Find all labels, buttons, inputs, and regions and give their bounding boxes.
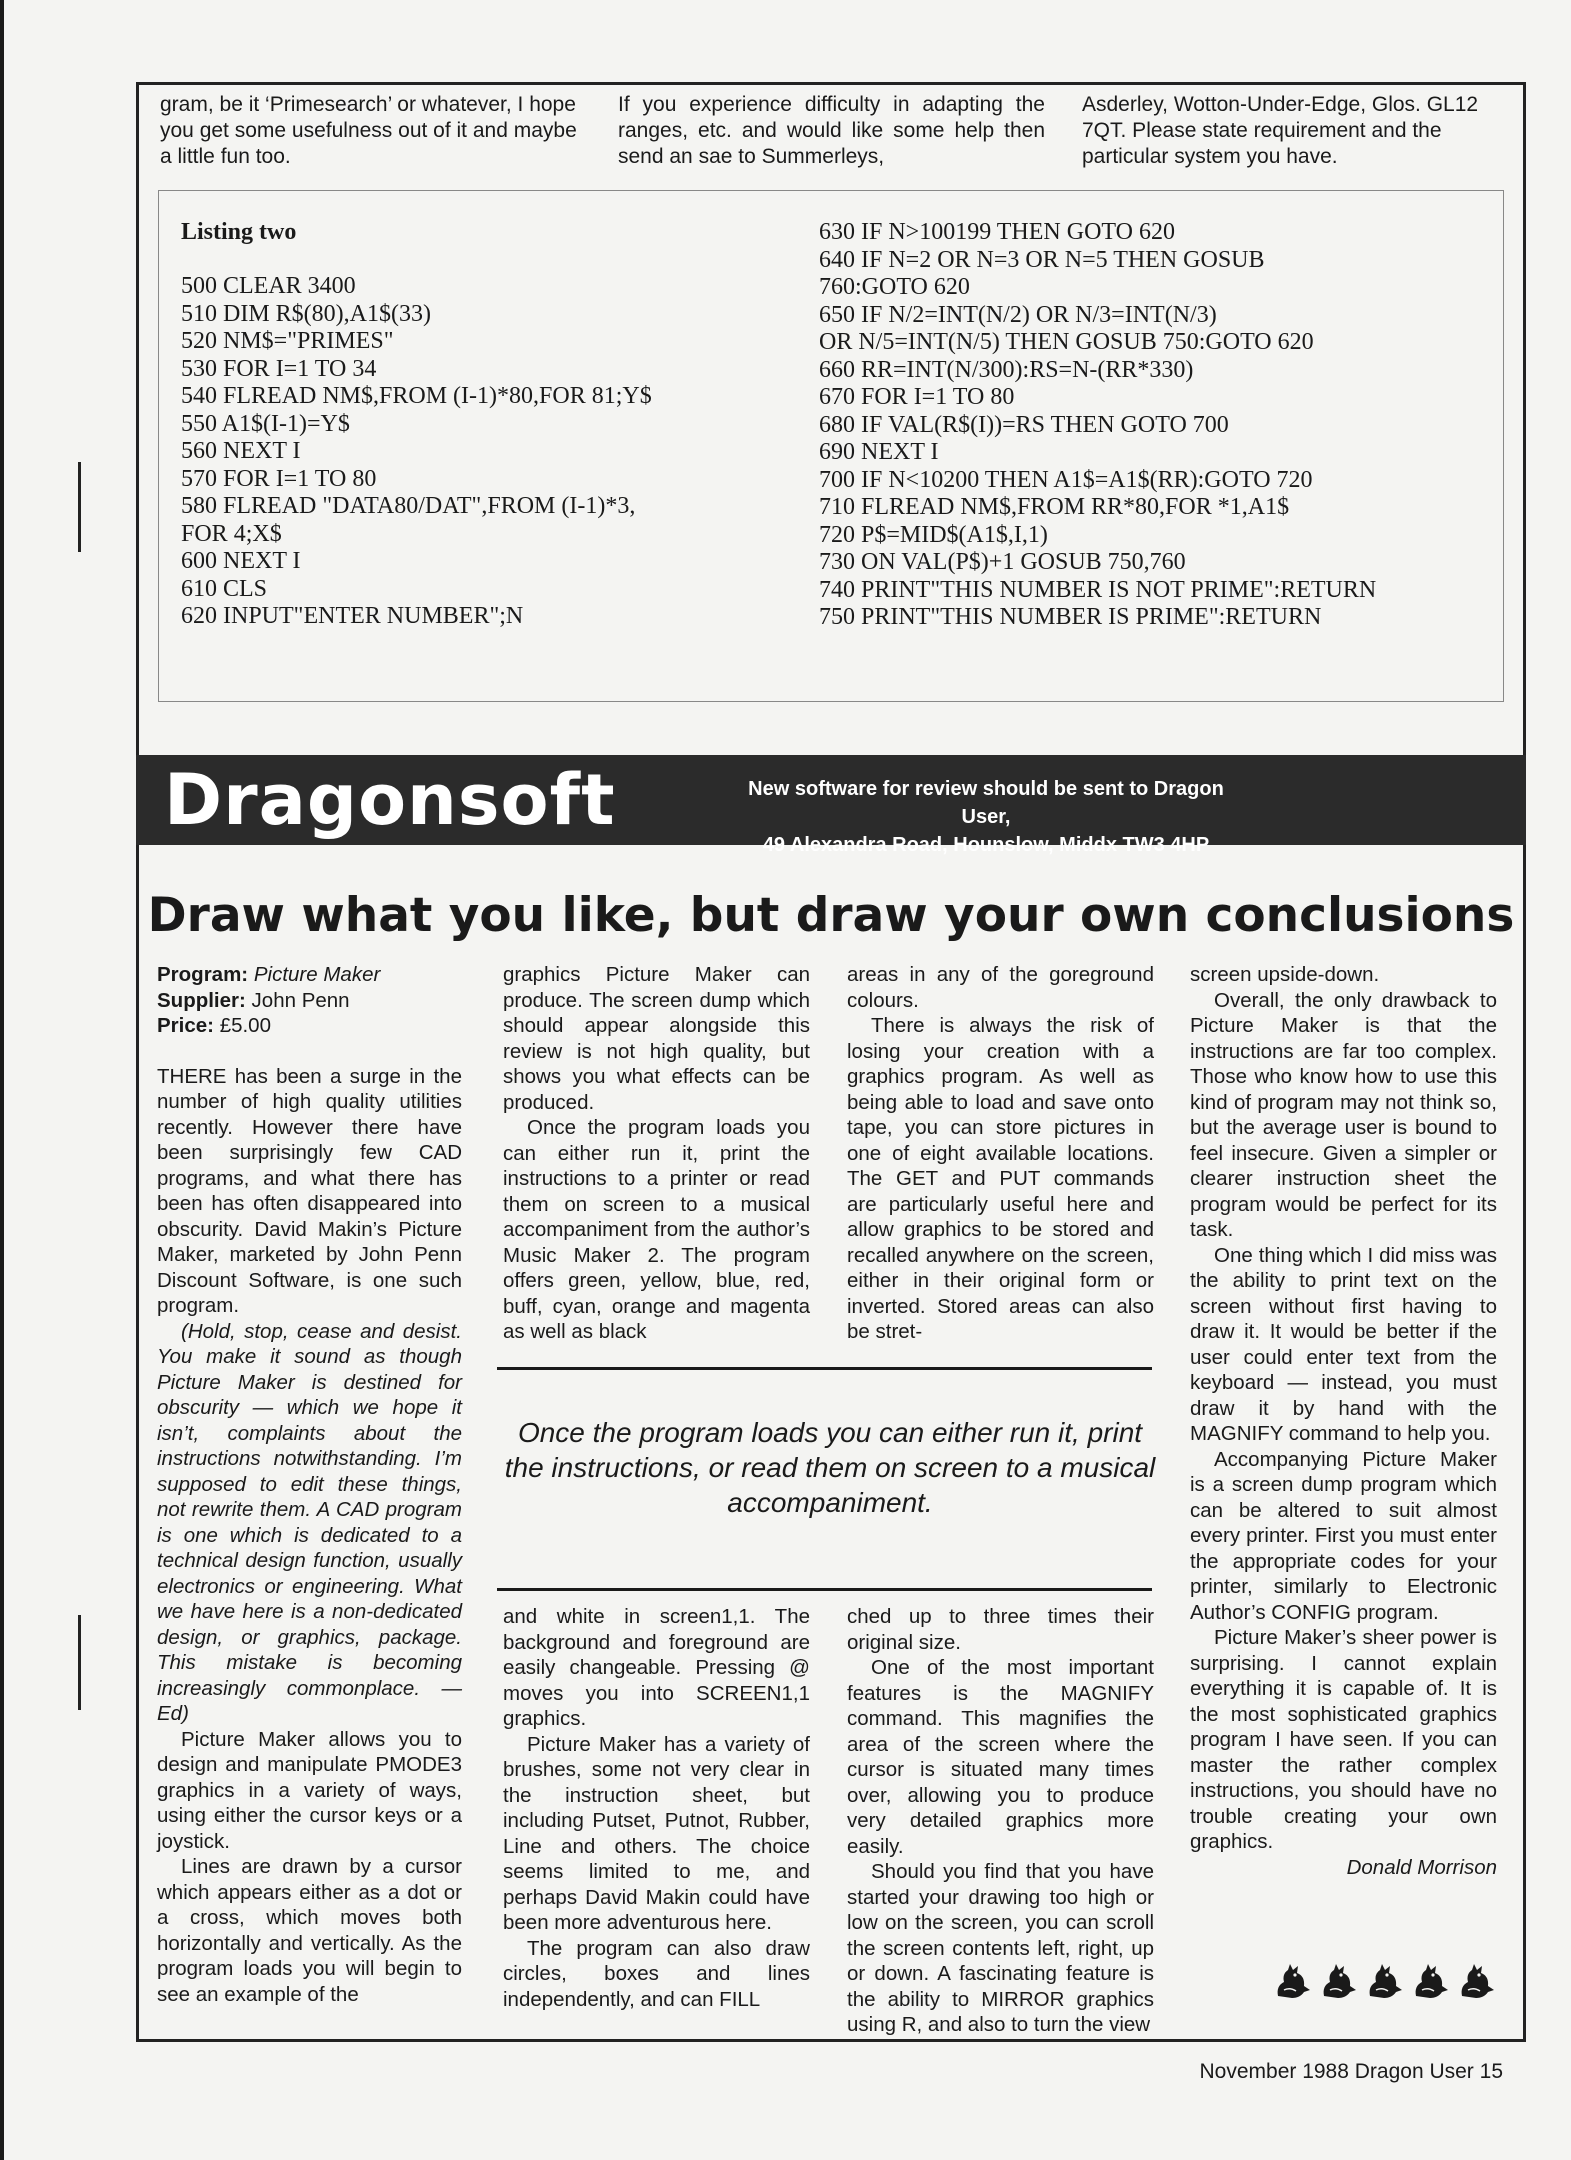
code-line: 570 FOR I=1 TO 80 bbox=[181, 465, 377, 492]
code-line: FOR 4;X$ bbox=[181, 520, 282, 547]
review-column-2-top bbox=[503, 962, 810, 1345]
code-line: 730 ON VAL(P$)+1 GOSUB 750,760 bbox=[819, 549, 1186, 575]
paragraph: Once the program loads you can either run it, print the instructions to a printer or read them on screen to a musical accompaniment from the author’s Music Maker 2. The program offers green, yellow, blue, red, buff, cyan, orange and magenta as well as black bbox=[503, 1116, 810, 1343]
code-line: 560 NEXT I bbox=[181, 438, 301, 464]
dragon-icon bbox=[1318, 1960, 1360, 2002]
program-label: Program: bbox=[157, 963, 249, 986]
top-column-2: If you experience difficulty in adapting the ranges, etc. and would like some help then send an sae to Summerleys, bbox=[618, 93, 1045, 168]
paragraph: screen upside-down. bbox=[1190, 963, 1380, 986]
dragon-icon bbox=[1456, 1960, 1498, 2002]
pullquote-rule-top bbox=[497, 1367, 1152, 1370]
code-line: 650 IF N/2=INT(N/2) OR N/3=INT(N/3) bbox=[819, 301, 1217, 328]
paragraph: There is always the risk of losing your creation with a graphics program. As well as being able to load and save onto tape, you can store pictures in one of eight available locations. The GET and PUT commands are particularly useful here and allow graphics to be stored and recalled anywhere on the screen, either in their original form or inverted. Stored areas can also be stret- bbox=[847, 1014, 1154, 1343]
submission-address: 49 Alexandra Road, Hounslow, Middx TW3 4HP bbox=[762, 834, 1210, 856]
dragon-icon bbox=[1364, 1960, 1406, 2002]
review-column-3-bottom bbox=[847, 1604, 1154, 2038]
listing-right-column bbox=[819, 219, 1376, 632]
code-line: 660 RR=INT(N/300):RS=N-(RR*330) bbox=[819, 356, 1194, 383]
paragraph: Overall, the only drawback to Picture Maker is that the instructions are far too complex. Those who know how to use this kind of program may not think so, but the average user is bound to feel insecure. Given a simpler or clearer instruction sheet the program would be perfect for its task. bbox=[1190, 988, 1497, 1241]
code-line: OR N/5=INT(N/5) THEN GOSUB 750:GOTO 620 bbox=[819, 329, 1314, 355]
listing-box bbox=[158, 190, 1504, 702]
author-signature: Donald Morrison bbox=[1346, 1855, 1497, 1879]
code-line: 760:GOTO 620 bbox=[819, 274, 970, 300]
submission-note bbox=[736, 775, 1236, 859]
code-line: 710 FLREAD NM$,FROM RR*80,FOR *1,A1$ bbox=[819, 494, 1290, 520]
code-line: 550 A1$(I-1)=Y$ bbox=[181, 410, 350, 437]
paragraph: ched up to three times their original size. bbox=[847, 1605, 1154, 1654]
code-line: 680 IF VAL(R$(I))=RS THEN GOTO 700 bbox=[819, 411, 1229, 438]
paragraph: and white in screen1,1. The background and foreground are easily changeable. Pressing @ moves you into SCREEN1,1 graphics. bbox=[503, 1605, 810, 1730]
rating-dragons bbox=[1272, 1960, 1498, 2002]
dragon-icon bbox=[1272, 1960, 1314, 2002]
dragon-icon bbox=[1410, 1960, 1452, 2002]
code-line: 600 NEXT I bbox=[181, 548, 301, 574]
code-line: 630 IF N>100199 THEN GOTO 620 bbox=[819, 219, 1175, 245]
code-line: 510 DIM R$(80),A1$(33) bbox=[181, 300, 431, 327]
code-line: 670 FOR I=1 TO 80 bbox=[819, 384, 1015, 410]
paragraph: Lines are drawn by a cursor which appears either as a dot or a cross, which moves both horizontally and vertically. As the program loads you will begin to see an example of the bbox=[157, 1855, 462, 2006]
scan-mark bbox=[78, 1615, 81, 1710]
paragraph: THERE has been a surge in the number of high quality utilities recently. However there have been surprisingly few CAD programs, and what there has been has often disappeared into obscurity. David Makin’s Picture Maker, marketed by John Penn Discount Software, is one such program. bbox=[157, 1064, 462, 1317]
paragraph: Picture Maker has a variety of brushes, some not very clear in the instruction sheet, but including Putset, Putnot, Rubber, Line and others. The choice seems limited to me, and perhaps David Makin could have been more adventurous here. bbox=[503, 1732, 810, 1934]
scan-edge-left bbox=[0, 0, 4, 2160]
review-headline: Draw what you like, but draw your own conclusions bbox=[147, 888, 1515, 943]
paragraph: Picture Maker’s sheer power is surprising. I cannot explain everything it is capable of. It is the most sophisticated graphics program I have seen. If you can master the rather complex instructions, you should have no trouble creating your own graphics. bbox=[1190, 1626, 1497, 1853]
code-line: 520 NM$="PRIMES" bbox=[181, 328, 394, 354]
supplier-name: John Penn bbox=[251, 988, 350, 1012]
review-column-1 bbox=[157, 962, 462, 2007]
code-line: 530 FOR I=1 TO 34 bbox=[181, 355, 377, 382]
submission-note-line: New software for review should be sent to Dragon User, bbox=[748, 778, 1224, 828]
code-line: 540 FLREAD NM$,FROM (I-1)*80,FOR 81;Y$ bbox=[181, 383, 652, 409]
pullquote: Once the program loads you can either run it, print the instructions, or read them on screen to a musical accompaniment. bbox=[504, 1417, 1156, 1518]
code-line: 580 FLREAD "DATA80/DAT",FROM (I-1)*3, bbox=[181, 493, 636, 519]
code-line: 610 CLS bbox=[181, 575, 268, 602]
code-line: 690 NEXT I bbox=[819, 439, 939, 465]
page-footer: November 1988 Dragon User 15 bbox=[1199, 2060, 1503, 2083]
price-value: £5.00 bbox=[219, 1014, 271, 1037]
price-label: Price: bbox=[157, 1014, 214, 1037]
supplier-label: Supplier: bbox=[157, 988, 246, 1012]
editor-note: (Hold, stop, cease and desist. You make it sound as though Picture Maker is destined for obscurity — which we hope it isn’t, complaints about the instructions notwithstanding. I’m supposed to edit these things, not rewrite them. A CAD program is one which is dedicated to a technical design function, usually electronics or engineering. What we have here is a non-dedicated design, or graphics, package. This mistake is becoming increasingly commonplace. —Ed) bbox=[157, 1319, 462, 1725]
review-meta bbox=[157, 962, 462, 1039]
paragraph: One thing which I did miss was the ability to print text on the screen without first having to draw it. It would be better if the user could enter text from the keyboard — instead, you must draw it by hand with the MAGNIFY command to help you. bbox=[1190, 1243, 1497, 1445]
paragraph: Accompanying Picture Maker is a screen dump program which can be altered to suit almost every printer. First you must enter the appropriate codes for your printer, similarly to Electronic Author’s CONFIG program. bbox=[1190, 1447, 1497, 1624]
pullquote-rule-bottom bbox=[497, 1588, 1152, 1591]
listing-title: Listing two bbox=[181, 219, 297, 245]
scan-mark bbox=[78, 462, 81, 552]
section-title: Dragonsoft bbox=[164, 759, 616, 841]
review-column-4 bbox=[1190, 962, 1497, 1880]
program-name: Picture Maker bbox=[253, 963, 381, 986]
code-line: 720 P$=MID$(A1$,I,1) bbox=[819, 521, 1048, 548]
section-banner bbox=[136, 755, 1526, 856]
code-line: 640 IF N=2 OR N=3 OR N=5 THEN GOSUB bbox=[819, 246, 1265, 273]
paragraph: Should you find that you have started your drawing too high or low on the screen, you can scroll the screen contents left, right, up or down. A fascinating feature is the ability to MIRROR graphics using R, and also to turn the view bbox=[847, 1860, 1154, 2036]
top-column-1: gram, be it ‘Primesearch’ or whatever, I hope you get some usefulness out of it and maybe a little fun too. bbox=[160, 93, 577, 168]
code-line: 620 INPUT"ENTER NUMBER";N bbox=[181, 603, 524, 629]
code-line: 500 CLEAR 3400 bbox=[181, 273, 356, 299]
review-column-3-top bbox=[847, 962, 1154, 1345]
top-column-3: Asderley, Wotton-Under-Edge, Glos. GL12 7QT. Please state requirement and the particular system you have. bbox=[1082, 93, 1479, 168]
code-line: 740 PRINT"THIS NUMBER IS NOT PRIME":RETURN bbox=[819, 576, 1377, 603]
paragraph: One of the most important features is the MAGNIFY command. This magnifies the area of the screen where the cursor is situated many times over, allowing you to produce very detailed graphics more easily. bbox=[847, 1656, 1154, 1858]
listing-left-column bbox=[181, 273, 652, 631]
paragraph: graphics Picture Maker can produce. The screen dump which should appear alongside this review is not high quality, but shows you what effects can be produced. bbox=[503, 963, 810, 1114]
paragraph: The program can also draw circles, boxes and lines independently, and can FILL bbox=[503, 1936, 810, 2011]
review-column-2-bottom bbox=[503, 1604, 810, 2012]
code-line: 700 IF N<10200 THEN A1$=A1$(RR):GOTO 720 bbox=[819, 466, 1313, 493]
paragraph: areas in any of the goreground colours. bbox=[847, 963, 1154, 1012]
paragraph: Picture Maker allows you to design and manipulate PMODE3 graphics in a variety of ways, using either the cursor keys or a joystick. bbox=[157, 1727, 462, 1853]
code-line: 750 PRINT"THIS NUMBER IS PRIME":RETURN bbox=[819, 604, 1322, 630]
